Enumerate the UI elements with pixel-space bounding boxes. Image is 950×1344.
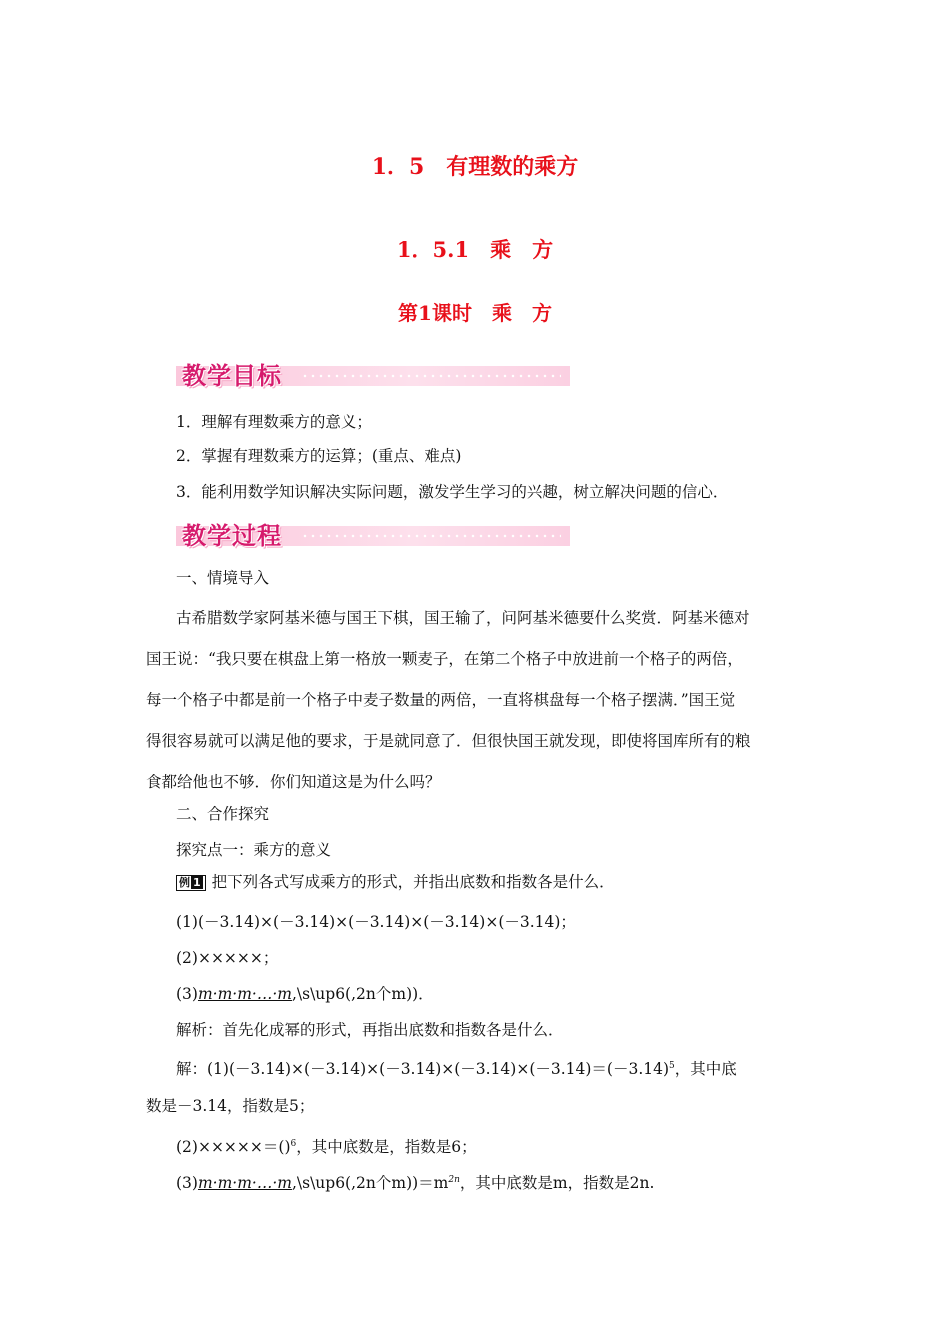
story-line: 食都给他也不够．你们知道这是为什么吗？ bbox=[146, 773, 441, 791]
main-title: 1．5 有理数的乘方 bbox=[371, 154, 579, 180]
story-line: 古希腊数学家阿基米德与国王下棋，国王输了，问阿基米德要什么奖赏．阿基米德对 bbox=[176, 609, 750, 627]
process-banner bbox=[176, 516, 570, 550]
example-1: 例 1 把下列各式写成乘方的形式，并指出底数和指数各是什么． bbox=[176, 872, 615, 892]
objectives-banner bbox=[176, 356, 570, 390]
question-3: (3)m·m·m·…·m,\s\up6(,2n个m))． bbox=[176, 985, 434, 1003]
question-2: (2)×××××； bbox=[176, 949, 279, 967]
solution-1: 解：$(1)(-3.14)\times(-3.14)\times(-3.14)\times(-3.14)\times(-3.14)=(-3.14)^5$，其中底 bbox=[176, 1060, 737, 1079]
solution-3: (3)m·m·m·…·m,\s\up6(,2n个$m))=m^{2n}$，其中底数是m，指数是2n. bbox=[176, 1174, 655, 1193]
story-paragraph bbox=[146, 598, 806, 803]
objective-item-3: 3．能利用数学知识解决实际问题，激发学生学习的兴趣，树立解决问题的信心． bbox=[176, 483, 729, 501]
story-line: 国王说：“我只要在棋盘上第一格放一颗麦子，在第二个格子中放进前一个格子的两倍， bbox=[146, 650, 743, 668]
solution-1-continued: 数是－3.14，指数是5； bbox=[146, 1097, 315, 1115]
explore-point-1: 探究点一：乘方的意义 bbox=[176, 841, 332, 859]
story-line: 得很容易就可以满足他的要求，于是就同意了．但很快国王就发现，即使将国库所有的粮 bbox=[146, 732, 751, 750]
objective-item-2: 2．掌握有理数乘方的运算；(重点、难点) bbox=[176, 447, 462, 465]
section-title: 1．5.1 乘 方 bbox=[396, 237, 554, 262]
objectives-banner-label: 教学目标 bbox=[182, 362, 282, 390]
story-line: 每一个格子中都是前一个格子中麦子数量的两倍，一直将棋盘每一个格子摆满．”国王觉 bbox=[146, 691, 736, 709]
solution-2: (2)×××××＝()$^6$，其中底数是，指数是6； bbox=[176, 1138, 477, 1157]
section-heading-intro: 一、情境导入 bbox=[176, 569, 270, 587]
analysis-text: 解析：首先化成幂的形式，再指出底数和指数各是什么． bbox=[176, 1021, 564, 1039]
question-1: (1)(－3.14)×(－3.14)×(－3.14)×(－3.14)×(－3.14)； bbox=[176, 913, 576, 931]
objective-item-1: 1．理解有理数乘方的意义； bbox=[176, 413, 372, 431]
section-heading-explore: 二、合作探究 bbox=[176, 805, 270, 823]
process-banner-label: 教学过程 bbox=[182, 522, 282, 550]
lesson-title: 第1课时 乘 方 bbox=[398, 301, 552, 325]
example-badge: 例 1 bbox=[176, 875, 206, 891]
